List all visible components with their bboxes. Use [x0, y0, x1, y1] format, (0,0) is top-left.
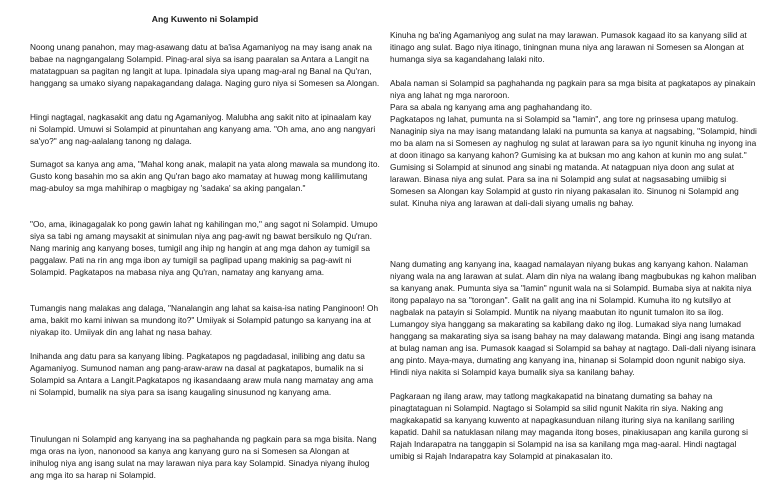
- paragraph: Nang dumating ang kanyang ina, kaagad namalayan niyang bukas ang kanyang kahon. Nalaman niyang wala na ang larawan at sulat. Alam din niya na walang ibang magbubukas ng kahon maliban sa kanyang anak. Pumunta siya sa "lamin" ngunit wala na si Solampid. Bumaba siya at nakita niya itong papalayo na sa "torongan". Galit na galit ang ina ni Solampid. Kumuha ito ng kutsilyo at nagbalak na patayin si Solampid. Muntik na niyang maabutan ito ngunit tumalon ito sa ilog. Lumangoy siya hanggang sa makarating sa kabilang dako ng ilog. Lumakad siya nang lumakad hanggang sa makarating siya sa isang bahay na may dalawang matanda. Bingi ang isang matanda at bulag naman ang isa. Pumasok kaagad si Solampid sa bahay at nagtago. Dali-dali niyang isinara ang pinto. Maya-maya, dumating ang kanyang ina, hinanap si Solampid doon ngunit nabigo siya. Hindi niya nakita si Solampid kaya bumalik siya sa kanilang bahay.: [390, 259, 757, 377]
- paragraph: Tinulungan ni Solampid ang kanyang ina sa paghahanda ng pagkain para sa mga bisita. Nang mga oras na iyon, nanonood sa kanya ang kanyang guro na si Somesen sa Alongan at inihulog niya ang isang sulat na may larawan niya para kay Solampid. Sinadya niyang ihulog ang mga ito sa harap ni Solampid.: [30, 434, 377, 480]
- paragraph: Hingi nagtagal, nagkasakit ang datu ng Agamaniyog. Malubha ang sakit nito at ipinaalam kay ni Solampid. Umuwi si Solampid at pinuntahan ang kanyang ama. "Oh ama, ano ang nangyari sa'yo?" ang nag-aalalang tanong ng dalaga.: [30, 112, 376, 146]
- paragraph: Sumagot sa kanya ang ama, "Mahal kong anak, malapit na yata along mawala sa mundong ito. Gusto kong basahin mo sa akin ang Qu'ran bago ako mamatay at huwag mong kalilimutang mag-abuloy sa mga mahihirap o magbigay ng 'sadaka' sa aking pangalan.": [30, 159, 380, 193]
- paragraph: Pagkaraan ng ilang araw, may tatlong magkakapatid na binatang dumating sa bahay na pinagtataguan ni Solampid. Nagtago si Solampid sa silid ngunit Nakita rin siya. Naking ang magkakapatid sa kanyang kuwento at napagkasunduan nilang ituring siya na kanilang sariling kapatid. Dahil sa natuklasan nilang may maganda itong boses, pinakiusapan ang kanila gurong si Rajah Indarapatra na tanggapin si Solampid na isa sa kanilang mga mag-aaral. Hindi nagtagal umibig si Rajah Indarapatra kay Solampid at pinakasalan ito.: [390, 391, 748, 461]
- paragraph: Kinuha ng ba'ing Agamaniyog ang sulat na may larawan. Pumasok kagaad ito sa kanyang silid at itinago ang sulat. Bago niya itinago, tiningnan muna niya ang larawan ni Somesen sa Alongan at humanga siya sa kagandahang lalaki nito.: [390, 30, 747, 64]
- document-title: Ang Kuwento ni Solampid: [151, 14, 259, 24]
- paragraph: "Oo, ama, ikinagagalak ko pong gawin lahat ng kahilingan mo," ang sagot ni Solampid. Umupo siya sa tabi ng amang maysakit at sinimulan niya ang pag-awit ng bawat bersikulo ng Qu'ran. Nang marinig ang kanyang boses, tumigil ang ihip ng hangin at ang mga dahon ay tumigil sa paggalaw. Pati na rin ang mga ibon ay tumigil sa paglipad upang makinig sa pag-awit ni Solampid. Pagkatapos na mabasa niya ang Qu'ran, namatay ang kanyang ama.: [30, 219, 378, 277]
- paragraph: Tumangis nang malakas ang dalaga, "Nanalangin ang lahat sa kaisa-isa nating Panginoon! Oh ama, bakit mo kami iniwan sa mundong ito?" Umiiyak si Solampid patungo sa kanyang ina at niyakap ito. Umiiyak din ang lahat ng nasa bahay.: [30, 303, 379, 337]
- paragraph: Inihanda ang datu para sa kanyang libing. Pagkatapos ng pagdadasal, inilibing ang datu sa Agamaniyog. Sumunod naman ang pang-araw-araw na dasal at pagkatapos, bumalik na si Solampid sa Antara a Langit.Pagkatapos ng ikasandaang araw mula nang mamatay ang ama ni Solampid, bumalik na siya para sa isang kaugaling sinusunod ng kanyang ama.: [30, 351, 374, 397]
- paragraph: Noong unang panahon, may mag-asawang datu at ba'isa Agamaniyog na may isang anak na babae na nagngangalang Solampid. Pinag-aral siya sa isang paaralan sa Antara a Langit na matatagpuan sa pagitan ng langit at lupa. Ipinadala siya upang mag-aral ng Banal na Qu'ran, hanggang sa umako siyang napakagandang dalaga. Naging guro niya si Somesen sa Alongan.: [30, 42, 380, 88]
- paragraph: Abala naman si Solampid sa paghahanda ng pagkain para sa mga bisita at pagkatapos ay pinakain niya ang lahat ng mga naroroon. Para sa abala ng kanyang ama ang paghahandang ito. Pagkatapos ng lahat, pumunta na si Solampid sa "lamin", ang tore ng prinsesa upang matulog. Nanaginip siya na may isang matandang lalaki na pumunta sa kanya at nagsabing, "Solampid, hindi mo ba alam na si Somesen ay naghulog ng sulat at larawan para sa iyo ngunit kinuha ng inyong ina at doon itinago sa kanyang kahon? Gumising ka at buksan mo ang kahon at kunin mo ang sulat." Gumising si Solampid at sinunod ang sinabi ng matanda. At natagpuan niya doon ang sulat at larawan. Binasa niya ang sulat. Para sa ina ni Solampid ang sulat at nagsasabing umiibig si Somesen sa Alongan kay Solampid at gusto rin niyang pakasalan ito. Sinunog ni Solampid ang sulat. Kinuha niya ang larawan at dali-dali siyang umalis ng bahay.: [390, 78, 757, 208]
